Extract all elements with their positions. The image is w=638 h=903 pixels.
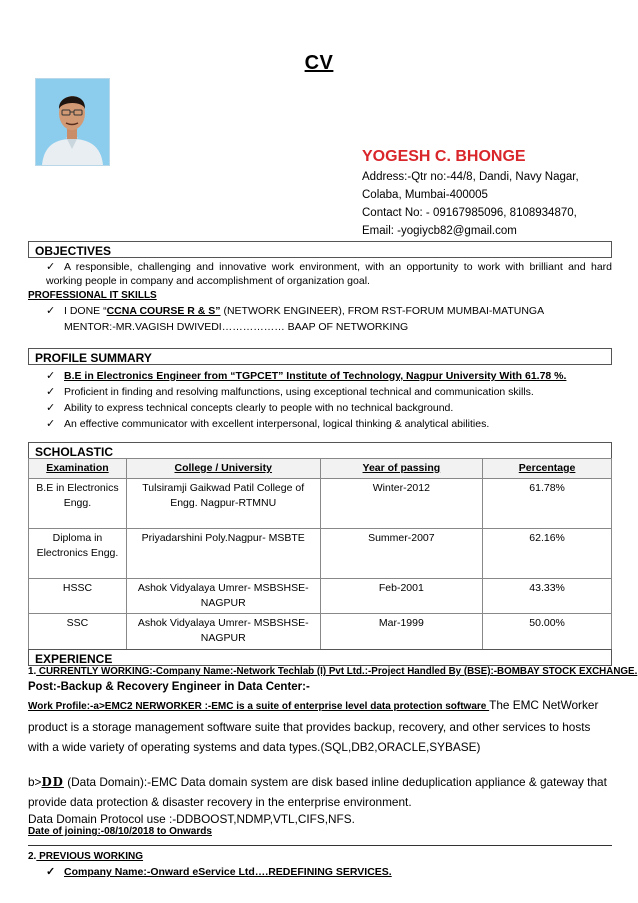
scholastic-heading: SCHOLASTIC [28,442,612,459]
checkmark-icon: ✓ [46,370,56,382]
previous-working-line: 2. PREVIOUS WORKING [28,851,144,862]
summary-item: ✓ Proficient in finding and resolving malfunctions, using exceptional technical and communication skills. [46,386,534,398]
checkmark-icon: ✓ [46,305,56,317]
checkmark-icon: ✓ [46,866,56,878]
table-row: B.E in Electronics Engg. Tulsiramji Gaikwad Patil College of Engg. Nagpur-RTMNU Winter-2012 61.78% [29,479,612,529]
address-line: Address:-Qtr no:-44/8, Dandi, Navy Nagar, [362,171,579,183]
data-domain-paragraph: b>DD (Data Domain):-EMC Data domain system are disk based inline deduplication appliance & gateway that provide data protection & disaster recovery in the enterprise environment. [28,775,607,809]
summary-item: ✓ An effective communicator with excellent interpersonal, logical thinking & analytical abilities. [46,418,490,430]
summary-item: ✓ Ability to express technical concepts clearly to people with no technical background. [46,402,454,414]
profile-photo [35,78,110,166]
contact-number: Contact No: - 09167985096, 8108934870, [362,207,577,219]
experience-heading: EXPERIENCE [28,649,612,666]
professional-it-skills-heading: PROFESSIONAL IT SKILLS [28,290,157,301]
profile-summary-heading: PROFILE SUMMARY [28,348,612,365]
table-row: Diploma in Electronics Engg. Priyadarshini Poly.Nagpur- MSBTE Summer-2007 62.16% [29,529,612,579]
objectives-heading: OBJECTIVES [28,241,612,258]
divider [28,845,612,846]
summary-item: ✓ B.E in Electronics Engineer from “TGPCET” Institute of Technology, Nagpur University With 61.78 %. [46,370,567,382]
table-header-row [29,459,612,479]
column-header: Percentage [483,459,612,479]
scholastic-table [28,458,612,654]
profile-summary-list [46,369,612,433]
checkmark-icon: ✓ [46,402,56,414]
cv-title: CV [304,52,334,74]
table-row: SSC Ashok Vidyalaya Umrer- MSBSHSE-NAGPUR Mar-1999 50.00% [29,614,612,654]
checkmark-icon: ✓ [46,386,56,398]
table-row: HSSC Ashok Vidyalaya Umrer- MSBSHSE-NAGPUR Feb-2001 43.33% [29,579,612,614]
objectives-text: A responsible, challenging and innovative work environment, with an opportunity to work with brilliant and hard working people in company and accomplishment of organization goal. [46,261,612,287]
address-line-2: Colaba, Mumbai-400005 [362,189,488,201]
current-working-line: 1. CURRENTLY WORKING:-Company Name:-Network Techlab (I) Pvt Ltd.:-Project Handled By (BSE):-BOMBAY STOCK EXCHANGE. [28,666,638,677]
it-skills-item: ✓ I DONE “CCNA COURSE R & S” (NETWORK ENGINEER), FROM RST-FORUM MUMBAI-MATUNGA [46,305,545,317]
work-profile-label: Work Profile:-a>EMC2 NERWORKER :-EMC is a suite of enterprise level data protection software [28,701,490,712]
person-portrait-icon [36,79,109,165]
joining-date: Date of joining:-08/10/2018 to Onwards [28,826,212,837]
email-primary: Email: -yogiycb82@gmail.com [362,225,517,237]
checkmark-icon: ✓ [46,261,56,273]
objectives-item [46,260,612,288]
previous-company-item: ✓ Company Name:-Onward eService Ltd….REDEFINING SERVICES. [46,866,392,878]
course-name: CCNA COURSE R & S” [106,305,221,317]
dd-label: DD [41,775,64,789]
protocol-line: Data Domain Protocol use :-DDBOOST,NDMP,VTL,CIFS,NFS. [28,812,355,826]
column-header: Year of passing [320,459,483,479]
checkmark-icon: ✓ [46,418,56,430]
post-title: Post:-Backup & Recovery Engineer in Data Center:- [28,681,310,693]
candidate-name: YOGESH C. BHONGE [362,148,526,165]
column-header: Examination [29,459,127,479]
column-header: College / University [126,459,320,479]
mentor-line: MENTOR:-MR.VAGISH DWIVEDI……………… BAAP OF NETWORKING [64,321,409,333]
work-profile-paragraph: Work Profile:-a>EMC2 NERWORKER :-EMC is a suite of enterprise level data protection software The EMC NetWorker product is a storage management software suite that provides backup, recovery, and other services to hosts with a wide variety of operating systems and data types.(SQL,DB2,ORACLE,SYBASE) [28,698,599,754]
